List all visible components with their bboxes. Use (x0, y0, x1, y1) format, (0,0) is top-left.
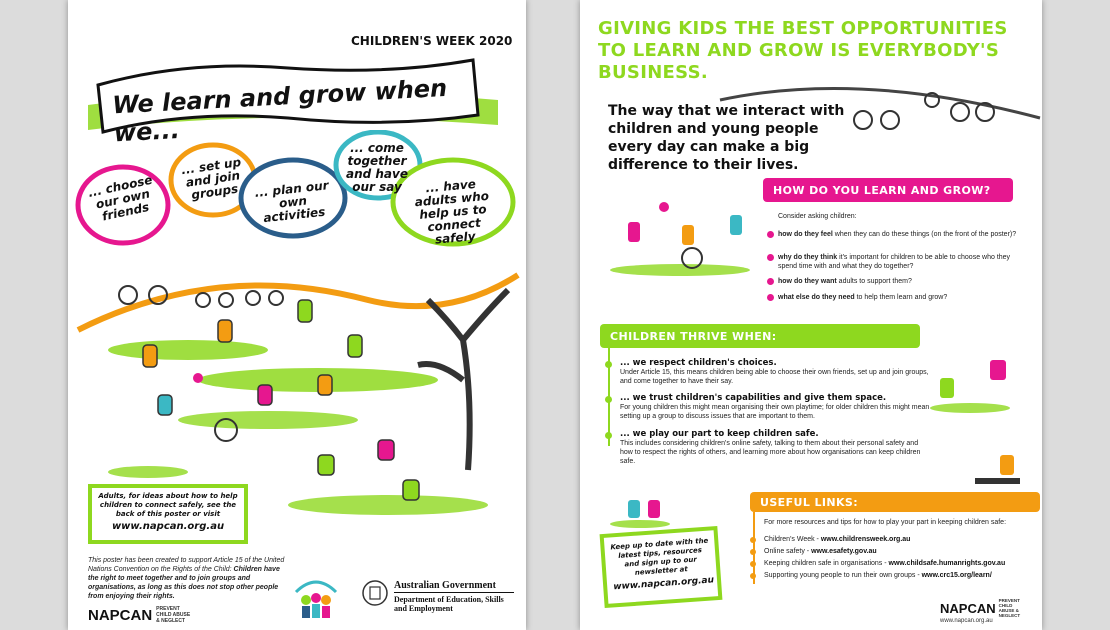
bubble-choose-friends: ... choose our own friends (86, 172, 154, 224)
learn-item-2: why do they think it's important for children to be able to choose who they spend time with and what they do together? (778, 254, 1011, 270)
learn-item-1: how do they feel when they can do these things (on the front of the poster)? (778, 231, 1017, 238)
adults-box-url[interactable]: www.napcan.org.au (111, 521, 225, 532)
thrive-item-1: ... we respect children's choices. Under Article 15, this means children being able to choose their own friends, set up and join groups, and come together to have their say. (620, 358, 929, 385)
front-headline: We learn and grow when we... (111, 73, 448, 148)
links-intro: For more resources and tips for how to play your part in keeping children safe: (764, 519, 1007, 526)
footnote-intro: This poster has been created to support Article 15 of the United Nations Convention on the Rights of the Child: (88, 557, 285, 573)
link-childrens-week[interactable]: Children's Week - www.childrensweek.org.au (764, 536, 911, 543)
back-headline: GIVING KIDS THE BEST OPPORTUNITIES TO LEARN AND GROW IS EVERYBODY'S BUSINESS. (598, 18, 1008, 83)
week-title: CHILDREN'S WEEK 2020 (351, 34, 513, 48)
footnote (88, 556, 288, 601)
bubble-join-groups: ... set up and join groups (180, 155, 242, 203)
napcan-wordmark: NAPCAN (940, 600, 996, 616)
learn-intro: Consider asking children: (778, 213, 857, 220)
useful-links-banner: USEFUL LINKS: (750, 492, 1040, 512)
bullet-dot (767, 278, 774, 285)
front-poster (68, 0, 526, 630)
bubble-connect-safely: ... have adults who help us to connect safely (414, 176, 490, 247)
gov-text (394, 580, 514, 613)
napcan-logo-front (88, 606, 192, 624)
childrens-week-logo (292, 572, 340, 624)
gov-line1: Australian Government (394, 580, 514, 593)
newsletter-text: Keep up to date with the latest tips, resources and sign up to our newsletter at (610, 536, 709, 577)
napcan-url[interactable]: www.napcan.org.au (940, 618, 993, 624)
thrive-item-2: ... we trust children's capabilities and give them space. For young children this might mean organising their own playtime; for older children this might mean setting up a group to discuss issues that are important to them. (620, 393, 930, 420)
link-esafety[interactable]: Online safety - www.esafety.gov.au (764, 548, 877, 555)
bullet-dot (605, 432, 612, 439)
thrive-banner: CHILDREN THRIVE WHEN: (600, 324, 920, 348)
bullet-dot (750, 561, 756, 567)
gov-line2: Department of Education, Skills and Employment (394, 595, 504, 613)
bullet-dot (767, 231, 774, 238)
bubble-plan-activities: ... plan our own activities (254, 178, 330, 226)
link-crc15[interactable]: Supporting young people to run their own groups - www.crc15.org/learn/ (764, 572, 992, 579)
bullet-dot (750, 537, 756, 543)
napcan-logo-back (940, 598, 1029, 624)
thrive-item-3: ... we play our part to keep children safe. This includes considering children's online safety, talking to them about their personal safety and how to respect the rights of others, and learning more about how organisations can keep children safe. (620, 429, 921, 465)
bubble-come-together: ... come together and have our say (345, 141, 408, 194)
bullet-dot (767, 254, 774, 261)
napcan-wordmark: NAPCAN (88, 606, 153, 624)
back-poster (580, 0, 1042, 630)
learn-item-3: how do they want adults to support them? (778, 278, 912, 285)
coat-of-arms-icon (360, 578, 390, 608)
bullet-dot (767, 294, 774, 301)
footnote-right: Children have the right to meet together and to join groups and organisations, as long as this does not stop other people from enjoying their rights. (88, 566, 280, 600)
adults-info-box (88, 484, 248, 544)
link-childsafe[interactable]: Keeping children safe in organisations - www.childsafe.humanrights.gov.au (764, 560, 1006, 567)
bullet-dot (750, 573, 756, 579)
newsletter-box (600, 526, 723, 608)
bullet-dot (750, 549, 756, 555)
bullet-dot (605, 396, 612, 403)
back-subhead: The way that we interact with children and young people every day can make a big difference to their lives. (608, 103, 845, 173)
bullet-dot (605, 361, 612, 368)
newsletter-url[interactable]: www.napcan.org.au (612, 575, 715, 593)
napcan-tagline: PREVENT CHILD ABUSE & NEGLECT (156, 606, 191, 624)
learn-item-4: what else do they need to help them learn and grow? (778, 294, 948, 301)
adults-box-text: Adults, for ideas about how to help children to connect safely, see the back of this poster or visit (98, 492, 238, 518)
learn-grow-banner: HOW DO YOU LEARN AND GROW? (763, 178, 1013, 202)
napcan-tagline: PREVENT CHILD ABUSE & NEGLECT (998, 598, 1021, 618)
